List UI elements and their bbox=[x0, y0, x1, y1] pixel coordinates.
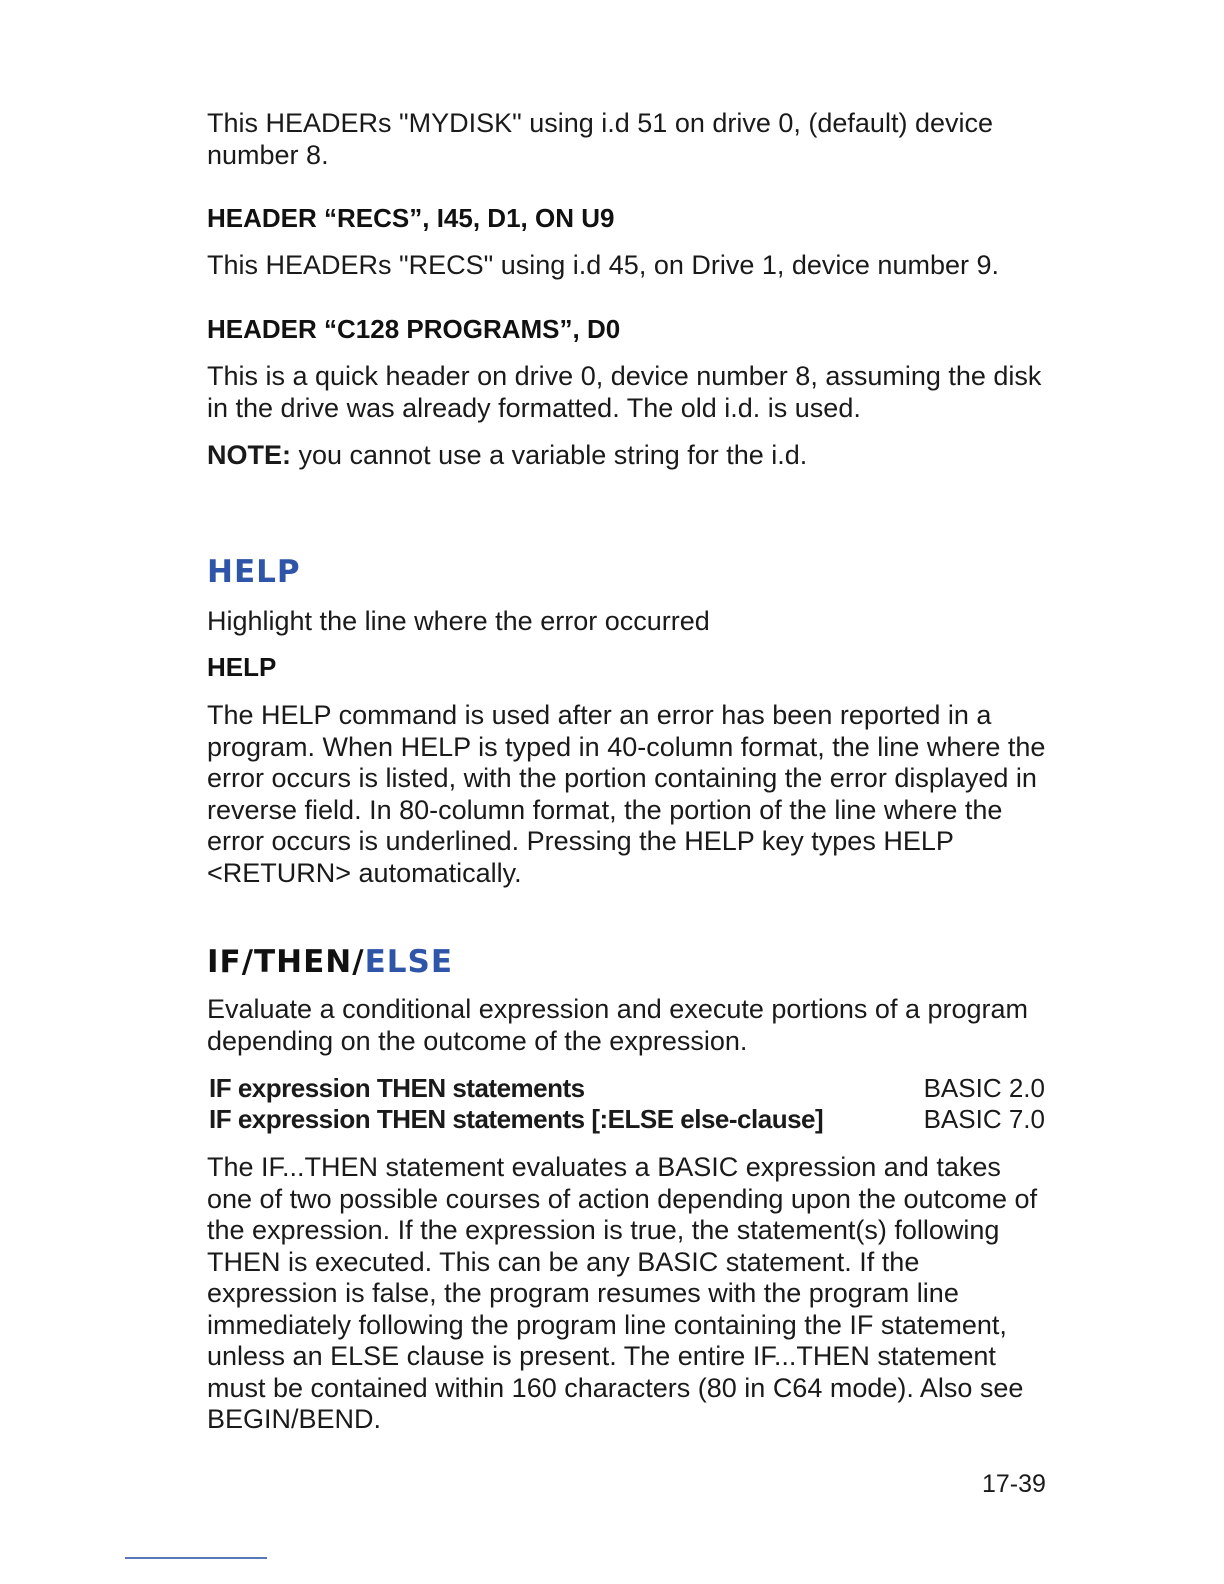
header-example-c128: HEADER “C128 PROGRAMS”, D0 bbox=[207, 314, 621, 344]
syntax-version: BASIC 2.0 bbox=[923, 1073, 1045, 1103]
header-example-description: This HEADERs "MYDISK" using i.d 51 on drive 0, (default) device number 8. bbox=[207, 108, 993, 170]
ifthen-heading-blue: ELSE bbox=[364, 944, 454, 980]
help-heading: HELP bbox=[207, 554, 301, 590]
ifthen-description: The IF...THEN statement evaluates a BASIC expression and takes one of two possible courses of action depending upon the outcome of the expression. If the expression is true, the statement(s) following THEN is executed. This can be any BASIC statement. If the expression is false, the program resumes with the program line immediately following the program line containing the IF statement, unless an ELSE clause is present. The entire IF...THEN statement must be contained within 160 characters (80 in C64 mode). Also see BEGIN/BEND. bbox=[207, 1152, 1038, 1434]
help-syntax: HELP bbox=[207, 652, 277, 682]
syntax-command: IF expression THEN statements [:ELSE else-clause] bbox=[209, 1104, 824, 1134]
note-label: NOTE: bbox=[207, 440, 291, 470]
footer-rule bbox=[125, 1557, 267, 1559]
header-example-recs: HEADER “RECS”, I45, D1, ON U9 bbox=[207, 203, 615, 233]
page-number: 17-39 bbox=[982, 1470, 1046, 1498]
header-recs-description: This HEADERs "RECS" using i.d 45, on Drive 1, device number 9. bbox=[207, 250, 999, 280]
ifthen-summary: Evaluate a conditional expression and execute portions of a program depending on the outcome of the expression. bbox=[207, 994, 1029, 1056]
ifthen-heading-dark: IF/THEN/ bbox=[207, 944, 365, 980]
ifthen-heading bbox=[207, 944, 453, 980]
note-paragraph bbox=[207, 440, 1047, 472]
note-text: you cannot use a variable string for the i.d. bbox=[291, 440, 808, 470]
help-summary: Highlight the line where the error occurred bbox=[207, 606, 710, 636]
ifthen-syntax-row bbox=[209, 1073, 1045, 1104]
ifthen-syntax-row bbox=[209, 1104, 1045, 1135]
header-c128-description: This is a quick header on drive 0, device number 8, assuming the disk in the drive was already formatted. The old i.d. is used. bbox=[207, 361, 1042, 423]
help-description: The HELP command is used after an error has been reported in a program. When HELP is typed in 40-column format, the line where the error occurs is listed, with the portion containing the error displayed in reverse field. In 80-column format, the portion of the line where the error occurs is underlined. Pressing the HELP key types HELP <RETURN> automatically. bbox=[207, 700, 1046, 888]
syntax-command: IF expression THEN statements bbox=[209, 1073, 585, 1103]
syntax-version: BASIC 7.0 bbox=[923, 1104, 1045, 1134]
